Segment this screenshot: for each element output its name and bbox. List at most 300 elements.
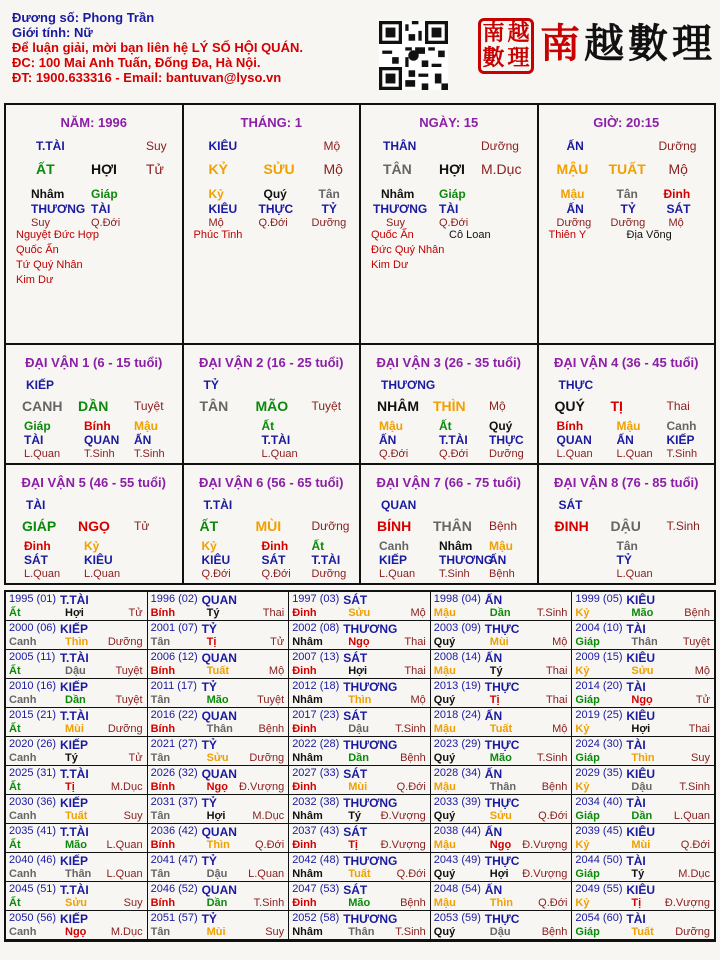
brand-logo-first-char: 南 [540,20,584,67]
year-label: 2002 (08) [292,622,340,634]
year-cell[interactable] [148,795,290,824]
year-cell[interactable] [431,650,573,679]
hidden-stem-ss: ẤN [134,433,152,447]
hidden-stem-ts: Bệnh [489,568,515,580]
year-cell[interactable] [431,679,573,708]
year-label: 2037 (43) [292,825,340,837]
year-cell[interactable] [572,737,714,766]
dai-van-title: ĐẠI VẬN 1 (6 - 15 tuổi) [25,355,163,370]
pillar-value: HỢI [91,161,117,177]
year-truong-sinh: Dưỡng [249,752,285,764]
year-cell[interactable] [289,650,431,679]
year-can: Quý [433,868,456,880]
year-label: 2044 (50) [575,854,623,866]
year-cell[interactable] [289,795,431,824]
year-label: 2049 (55) [575,883,623,895]
year-can: Bính [150,723,176,735]
year-cell[interactable] [572,911,714,940]
year-cell[interactable] [431,737,573,766]
hidden-stem-ts: L.Quan [379,568,416,580]
year-truong-sinh: Mộ [694,665,710,677]
year-cell[interactable] [148,824,290,853]
dai-van-thap-than: TÀI [26,498,46,512]
year-label: 2020 (26) [9,738,57,750]
hidden-stem: Ất [261,419,275,433]
year-cell[interactable] [431,824,573,853]
dai-van-truong-sinh: Dưỡng [311,519,350,533]
pillar-value: Suy [146,139,167,153]
star-name: Kim Dư [16,274,54,286]
year-thap-than: SÁT [343,709,368,723]
pillar-cell[interactable] [361,105,539,343]
year-label: 2019 (25) [575,709,623,721]
year-truong-sinh: Đ.Vượng [522,868,568,880]
year-can: Canh [9,752,37,764]
year-cell[interactable] [289,882,431,911]
year-chi: Mão [65,839,87,851]
year-thap-than: TỶ [201,854,217,868]
year-label: 1996 (02) [150,593,198,605]
year-cell[interactable] [431,853,573,882]
year-can: Quý [433,694,456,706]
hidden-stem-ss: QUAN [556,433,592,447]
year-truong-sinh: Suy [691,752,710,764]
year-label: 2013 (19) [433,680,481,692]
year-chi: Tuất [489,723,513,735]
year-cell[interactable] [148,679,290,708]
pillar-cell[interactable] [6,105,184,343]
year-thap-than: QUAN [201,651,237,665]
dai-van-thap-than: SÁT [558,498,583,512]
year-thap-than: QUAN [201,767,237,781]
year-truong-sinh: Mộ [552,636,568,648]
pillar-value: THÂN [383,139,417,153]
year-label: 2041 (47) [150,854,198,866]
pillar-value: Mộ [323,139,341,153]
year-cell[interactable] [148,911,290,940]
year-can: Đinh [292,607,317,619]
year-cell[interactable] [148,650,290,679]
year-thap-than: KIÊU [626,709,656,723]
year-thap-than: THỰC [484,622,520,636]
year-label: 2017 (23) [292,709,340,721]
year-can: Đinh [292,781,317,793]
year-thap-than: T.TÀI [60,593,89,607]
year-thap-than: QUAN [201,825,237,839]
year-cell[interactable] [572,679,714,708]
dai-van-title: ĐẠI VẬN 2 (16 - 25 tuổi) [199,355,344,370]
pillar-value: SÁT [666,202,691,216]
year-cell[interactable] [572,766,714,795]
year-can: Kỷ [575,839,590,851]
year-can: Ất [9,723,21,735]
phone-email-line[interactable]: ĐT: 1900.633316 - Email: bantuvan@lyso.vn [12,70,282,85]
year-cell[interactable] [572,824,714,853]
year-thap-than: TÀI [626,796,646,810]
year-can: Ất [9,897,21,909]
pillar-value: Mộ [668,217,684,229]
hidden-stem-ss: T.TÀI [261,433,291,447]
pillar-stars [194,228,243,243]
pillar-cell[interactable] [184,105,362,343]
pillar-value: TUẤT [608,161,646,177]
year-truong-sinh: M.Dục [678,868,710,880]
year-cell[interactable] [6,795,148,824]
pillar-value: T.TÀI [36,139,65,153]
address-line: ĐC: 100 Mai Anh Tuấn, Đống Đa, Hà Nội. [12,55,261,70]
pillar-title: THÁNG: 1 [240,115,302,130]
year-cell[interactable] [6,911,148,940]
year-chi: Mão [631,607,654,619]
year-truong-sinh: M.Dục [110,781,143,793]
star-name: Đức Quý Nhân [371,244,445,256]
year-cell[interactable] [6,650,148,679]
dai-van-cell[interactable] [361,345,539,463]
hidden-stem-ts: Q.Đới [439,448,469,460]
year-cell[interactable] [148,621,290,650]
hidden-stem-ts: T.Sinh [666,448,698,460]
year-label: 2018 (24) [433,709,481,721]
year-chi: Dần [206,897,228,909]
year-chi: Dậu [206,868,228,880]
year-chi: Thìn [631,752,655,764]
year-cell[interactable] [6,766,148,795]
year-label: 2005 (11) [9,651,56,663]
year-truong-sinh: Q.Đới [680,839,710,851]
dai-van-thap-than: THỰC [558,378,594,392]
dai-van-chi: MÃO [255,398,289,414]
dai-van-cell[interactable] [184,345,362,463]
year-cell[interactable] [148,592,290,621]
year-chi: Thân [489,781,517,793]
year-can: Nhâm [292,752,323,764]
year-can: Kỷ [575,781,590,793]
year-cell[interactable] [431,592,573,621]
year-cell[interactable] [289,853,431,882]
year-can: Tân [150,752,171,764]
qr-code[interactable] [379,21,448,90]
year-label: 2027 (33) [292,767,340,779]
year-can: Giáp [575,810,600,822]
pillar-title: NGÀY: 15 [419,115,479,130]
hidden-stem: Mậu [379,419,403,433]
year-thap-than: THƯƠNG [343,912,398,926]
year-can: Đinh [292,897,317,909]
year-truong-sinh: Mộ [552,723,568,735]
hidden-stem-ts: L.Quan [84,568,121,580]
year-truong-sinh: Q.Đới [538,810,568,822]
hidden-stem-ts: Q.Đới [201,568,231,580]
year-cell[interactable] [6,621,148,650]
year-label: 2007 (13) [292,651,340,663]
year-truong-sinh: Đ.Vượng [380,839,426,851]
hidden-stem: Đinh [24,539,51,553]
year-label: 2052 (58) [292,912,340,924]
year-cell[interactable] [431,621,573,650]
year-thap-than: THƯƠNG [343,854,398,868]
year-cell[interactable] [431,766,573,795]
year-cell[interactable] [431,882,573,911]
hidden-stem: Đinh [261,539,289,553]
year-chi: Thân [348,926,375,938]
year-cell[interactable] [6,824,148,853]
year-can: Tân [150,694,171,706]
year-can: Nhâm [292,926,323,938]
year-label: 2035 (41) [9,825,57,837]
pillar-value: Mộ [208,217,224,229]
seal-char: 數 [482,45,505,71]
year-chi: Thân [206,723,233,735]
year-cell[interactable] [6,679,148,708]
pillar-value: Mậu [560,187,585,201]
hidden-stem-ss: T.TÀI [311,553,341,567]
year-label: 2042 (48) [292,854,340,866]
year-chi: Tý [206,607,220,619]
hidden-stem: Giáp [24,419,51,433]
year-cell[interactable] [289,824,431,853]
year-can: Mậu [433,723,456,735]
year-chi: Sửu [206,752,229,764]
year-cell[interactable] [6,882,148,911]
year-thap-than: TỶ [201,680,217,694]
seal-char: 南 [482,20,505,46]
year-chi: Thìn [206,839,230,851]
year-can: Canh [9,636,37,648]
year-cell[interactable] [148,708,290,737]
year-truong-sinh: Bệnh [541,926,568,938]
hidden-stem: Canh [666,419,697,433]
year-label: 2036 (42) [150,825,198,837]
star-name: Cô Loan [449,229,491,241]
hidden-stem: Kỷ [201,539,217,553]
year-cell[interactable] [6,853,148,882]
year-label: 2003 (09) [433,622,481,634]
hidden-stem: Quý [489,419,513,433]
year-chi: Sửu [489,810,512,822]
year-cell[interactable] [289,911,431,940]
year-label: 2024 (30) [575,738,623,750]
year-cell[interactable] [431,795,573,824]
year-cell[interactable] [572,592,714,621]
hidden-stem-ts: Q.Đới [261,568,291,580]
year-truong-sinh: Thai [688,723,710,735]
year-cell[interactable] [148,766,290,795]
year-thap-than: ẤN [484,767,503,781]
pillar-value: THỰC [258,202,294,216]
hidden-stem-ts: L.Quan [24,568,61,580]
year-cell[interactable] [572,795,714,824]
year-cell[interactable] [289,592,431,621]
year-cell[interactable] [289,737,431,766]
dai-van-cell[interactable] [184,465,362,583]
year-label: 2021 (27) [150,738,198,750]
year-thap-than: TÀI [626,912,646,926]
pillar-cell[interactable] [539,105,715,343]
year-label: 2004 (10) [575,622,623,634]
year-cell[interactable] [6,737,148,766]
pillar-value: Kỷ [208,187,224,201]
year-cell[interactable] [572,882,714,911]
year-cell[interactable] [572,708,714,737]
year-label: 2033 (39) [433,796,481,808]
year-can: Giáp [575,752,600,764]
year-thap-than: KIẾP [60,680,89,694]
year-cell[interactable] [148,737,290,766]
year-cell[interactable] [289,708,431,737]
year-thap-than: ẤN [484,651,503,665]
year-cell[interactable] [289,679,431,708]
year-thap-than: ẤN [484,709,503,723]
year-chi: Tuất [631,926,654,938]
year-cell[interactable] [289,766,431,795]
hidden-stem: Mậu [616,419,641,433]
seal-char: 越 [507,20,530,46]
dai-van-chi: TỊ [610,398,623,414]
hidden-stem-ts: L.Quan [616,568,653,580]
year-chi: Mùi [489,636,509,648]
year-label: 2053 (59) [433,912,481,924]
year-cell[interactable] [148,853,290,882]
year-truong-sinh: Bệnh [258,723,285,735]
year-can: Bính [150,665,176,677]
year-truong-sinh: Thai [262,607,285,619]
year-can: Bính [150,839,176,851]
year-truong-sinh: Bệnh [684,607,710,619]
hidden-stem-ss: SÁT [24,553,48,567]
year-can: Canh [9,810,37,822]
year-cell[interactable] [572,650,714,679]
dai-van-title: ĐẠI VẬN 3 (26 - 35 tuổi) [376,355,521,370]
year-truong-sinh: Tuyệt [682,636,710,648]
year-truong-sinh: Tuyệt [257,694,285,706]
hidden-stem-ss: T.TÀI [439,433,468,447]
year-can: Ất [9,665,21,677]
hidden-stem-ts: L.Quan [261,448,298,460]
year-cell[interactable] [289,621,431,650]
year-thap-than: TÀI [626,622,646,636]
hidden-stem-ss: QUAN [84,433,120,447]
year-thap-than: T.TÀI [60,709,89,723]
year-thap-than: T.TÀI [60,883,89,897]
brand-logo-rest: 越數理 [584,20,716,67]
year-thap-than: QUAN [201,593,237,607]
year-can: Ất [9,839,21,851]
hidden-stem-ss: KIẾP [666,433,695,447]
year-label: 2022 (28) [292,738,340,750]
dai-van-cell[interactable] [6,465,184,583]
year-thap-than: TÀI [626,738,646,752]
year-chi: Hợi [348,665,368,677]
year-truong-sinh: Thai [404,665,426,677]
year-thap-than: ẤN [484,593,503,607]
year-chi: Mùi [65,723,84,735]
year-can: Canh [9,868,37,880]
year-cell[interactable] [6,708,148,737]
dai-van-can: ẤT [199,518,219,534]
pillar-stars-secondary [449,228,491,243]
year-label: 2011 (17) [150,680,197,692]
year-thap-than: THƯƠNG [343,796,398,810]
year-label: 2034 (40) [575,796,623,808]
year-label: 2012 (18) [292,680,340,692]
year-truong-sinh: Q.Đới [396,868,426,880]
year-thap-than: KIÊU [626,883,656,897]
brand-logo-text [540,12,716,69]
year-truong-sinh: Q.Đới [396,781,426,793]
pillar-stars-secondary [627,228,672,243]
year-chi: Tuất [65,810,88,822]
year-can: Mậu [433,665,456,677]
dai-van-can: QUÝ [554,398,585,414]
pillar-value: ẤN [566,139,584,153]
year-truong-sinh: Tử [128,607,143,619]
star-name: Thiên Y [548,229,587,241]
year-thap-than: SÁT [343,883,368,897]
year-chi: Tý [489,665,503,677]
year-truong-sinh: Tử [695,694,710,706]
year-truong-sinh: Dưỡng [107,636,143,648]
year-thap-than: QUAN [201,883,237,897]
year-chi: Dậu [489,926,511,938]
pillar-value: Tân [616,187,638,201]
year-cell[interactable] [6,592,148,621]
star-name: Phúc Tinh [193,229,243,241]
dai-van-title: ĐẠI VẬN 6 (56 - 65 tuổi) [199,475,344,490]
dai-van-truong-sinh: Bệnh [489,519,518,533]
year-thap-than: SÁT [343,593,368,607]
year-label: 1999 (05) [575,593,623,605]
pillar-title: NĂM: 1996 [60,115,127,130]
pillar-value: Q.Đới [258,217,288,229]
pillar-value: Dưỡng [311,217,347,229]
pillar-value: ẤT [36,161,55,177]
dai-van-can: BÍNH [377,518,412,534]
year-can: Giáp [575,636,600,648]
pillar-value: TỶ [620,202,636,216]
year-cell[interactable] [431,708,573,737]
year-label: 2025 (31) [9,767,57,779]
year-truong-sinh: Tử [270,636,285,648]
year-truong-sinh: M.Dục [110,926,143,938]
dai-van-thap-than: T.TÀI [203,498,233,512]
dai-van-cell[interactable] [6,345,184,463]
year-thap-than: KIẾP [60,912,89,926]
dai-van-cell[interactable] [361,465,539,583]
dai-van-cell[interactable] [539,465,715,583]
pillar-value: TÀI [91,202,111,216]
year-can: Giáp [575,926,600,938]
year-cell[interactable] [148,882,290,911]
year-can: Tân [150,926,171,938]
year-chi: Mùi [348,781,368,793]
dai-van-cell[interactable] [539,345,715,463]
year-can: Quý [433,810,456,822]
dai-van-thap-than: QUAN [381,498,417,512]
pillar-value: ẤN [566,202,584,216]
year-can: Tân [150,868,171,880]
year-thap-than: THƯƠNG [343,622,398,636]
pillar-value: Q.Đới [91,217,121,229]
year-chi: Dần [489,607,511,619]
year-can: Quý [433,636,456,648]
dai-van-can: TÂN [199,398,229,414]
star-name: Địa Võng [626,229,672,241]
star-name: Nguyệt Đức Hợp [16,229,100,241]
year-cell[interactable] [431,911,573,940]
dai-van-chi: THÂN [433,518,472,534]
year-cell[interactable] [572,853,714,882]
year-cell[interactable] [572,621,714,650]
